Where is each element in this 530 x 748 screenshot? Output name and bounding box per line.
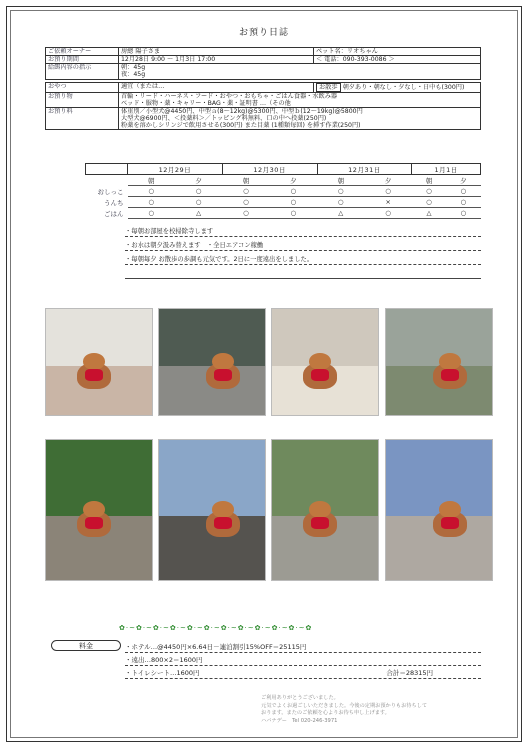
pet-name: ペット名：リオちゃん	[314, 48, 481, 56]
schedule-corner	[86, 164, 128, 175]
fee-line: 大型犬@6900円、＜投薬料＞／トッピング料無料、口の中へ投薬(250円)	[121, 115, 327, 122]
dog-figure	[206, 363, 240, 389]
schedule-date: 1月1日	[412, 164, 481, 175]
phone-number: ＜ 電話：090-393-0086 ＞	[314, 56, 481, 64]
schedule-date: 12月29日	[128, 164, 223, 175]
fee-item-with-total	[125, 666, 481, 679]
schedule-mark: ○	[364, 208, 411, 219]
schedule-row-label: うんち	[104, 198, 124, 207]
schedule-mark: ○	[446, 208, 480, 219]
walk-value: 朝夕あり・朝なし・夕なし・日中も(300円)	[342, 83, 465, 91]
red-vest	[441, 517, 459, 529]
owner-label: ご依頼オーナー	[46, 48, 119, 56]
owner-row	[46, 48, 481, 56]
schedule-mark: ○	[270, 197, 317, 208]
photo-shrine-walk	[158, 308, 266, 416]
period-row	[46, 56, 481, 64]
schedule-slot: 朝	[317, 175, 364, 186]
feeding-evening: 夜：45g	[121, 71, 146, 79]
note-line	[125, 265, 481, 279]
closing-contact: ハバナデー Tel 020-246-3971	[261, 717, 338, 724]
red-vest	[85, 369, 103, 381]
schedule-mark: ○	[175, 197, 222, 208]
dog-figure	[303, 511, 337, 537]
snack-row	[46, 82, 481, 92]
dog-figure	[206, 511, 240, 537]
fee-item: ・トイレシート…1600円	[125, 669, 200, 677]
schedule-row-label: おしっこ	[97, 187, 124, 196]
schedule-mark: ○	[128, 208, 175, 219]
schedule-row-label: ごはん	[104, 209, 124, 218]
closing-line: おります。またのご依頼を心よりお待ち申し上げます。	[261, 710, 390, 717]
schedule-mark: ○	[412, 186, 446, 197]
red-vest	[214, 517, 232, 529]
items-label: お預り物	[46, 92, 119, 107]
schedule-mark: ○	[222, 197, 269, 208]
note-line: ・お水は朝夕汲み替えます ・全日エアコン稼働	[125, 237, 481, 251]
dog-figure	[77, 511, 111, 537]
snack-value: 適宜（または…	[119, 82, 314, 92]
photo-stone-walkway	[271, 439, 379, 581]
fee-item: ・ホテル…@4450円×6.64日－連泊割引15%OFF＝25115円	[125, 640, 481, 653]
schedule-row	[86, 208, 481, 219]
flower-garland: ✿·~✿·~✿·~✿·~✿·~✿·~✿·~✿·~✿·~✿·~✿·~✿	[119, 624, 313, 632]
schedule-slot: 朝	[412, 175, 446, 186]
fee-line: 体重別／小型犬@4450円、中型ａ(8～12kg)@5300円、中型ｂ(12～19kg)@5800円	[121, 107, 363, 115]
schedule-mark: ○	[222, 208, 269, 219]
schedule-mark: ○	[175, 186, 222, 197]
schedule-mark: △	[175, 208, 222, 219]
schedule-mark: ○	[222, 186, 269, 197]
items-row	[46, 92, 481, 107]
schedule-mark: ○	[364, 186, 411, 197]
red-vest	[214, 369, 232, 381]
schedule-slot: 夕	[175, 175, 222, 186]
schedule-mark: ○	[270, 186, 317, 197]
red-vest	[311, 369, 329, 381]
feeding-morning: 朝：45g	[121, 64, 146, 72]
fee-label: お預り料	[46, 107, 119, 129]
schedule-date: 12月31日	[317, 164, 412, 175]
photo-dog-treat	[271, 308, 379, 416]
schedule-slot: 朝	[128, 175, 175, 186]
dog-figure	[77, 363, 111, 389]
owner-value: 房總 陽子さま	[119, 48, 314, 56]
fee-pill-label: 料金	[51, 640, 121, 651]
schedule-date: 12月30日	[222, 164, 317, 175]
schedule-mark: △	[317, 208, 364, 219]
schedule-mark: △	[412, 208, 446, 219]
schedule-row	[86, 197, 481, 208]
document-title: お預り日誌	[238, 28, 289, 38]
snack-label: おやつ	[46, 82, 119, 92]
fees-section	[125, 640, 481, 679]
items-line: ベッド・服物・薬・キャリー・BAG・薬・証明書 …（その他	[121, 99, 291, 107]
feeding-instructions	[119, 64, 481, 79]
red-vest	[85, 517, 103, 529]
schedule-mark: ○	[412, 197, 446, 208]
red-vest	[311, 517, 329, 529]
photo-brick-path	[45, 439, 153, 581]
dog-figure	[433, 511, 467, 537]
closing-message	[261, 695, 491, 725]
schedule-mark: ○	[446, 186, 480, 197]
walk-cell	[314, 82, 481, 92]
fee-line: 粉薬を溶かしシリンジで飲用させる(300円) また目薬 (1種類毎回) を挿す作業(250円)	[121, 122, 361, 130]
photo-dog-park	[385, 308, 493, 416]
schedule-date-row	[86, 164, 481, 175]
dog-figure	[303, 363, 337, 389]
dog-figure	[433, 363, 467, 389]
schedule-corner	[86, 175, 128, 186]
walk-badge: お散歩	[316, 83, 341, 92]
fee-total: 合計＝28315円	[386, 669, 433, 677]
period-label: お預り期間	[46, 56, 119, 64]
closing-line: 元気でよくお過ごしいただきました。今後の定期お預かりもお待ちして	[261, 702, 428, 709]
schedule-slot-row	[86, 175, 481, 186]
schedule-mark: ○	[317, 186, 364, 197]
schedule-mark: ×	[364, 197, 411, 208]
photo-dog-building	[385, 439, 493, 581]
items-line: 首輪・リード・ハーネス・フード・おやつ・おもちゃ・ごはん食器・水飲み器	[121, 92, 338, 100]
feeding-row	[46, 64, 481, 79]
schedule-slot: 夕	[270, 175, 317, 186]
document-page	[6, 6, 522, 742]
schedule-table	[85, 163, 481, 219]
red-vest	[441, 369, 459, 381]
schedule-mark: ○	[317, 197, 364, 208]
fee-value	[119, 107, 481, 129]
note-line: ・毎朝お部屋を校掃除寺します	[125, 223, 481, 237]
items-value	[119, 92, 481, 107]
closing-line: ご利用ありがとうございました。	[261, 695, 339, 701]
schedule-slot: 夕	[446, 175, 480, 186]
schedule-mark: ○	[270, 208, 317, 219]
photo-dog-with-toy	[45, 308, 153, 416]
fee-row	[46, 107, 481, 129]
feeding-label: 給餌内容の指示	[46, 64, 119, 79]
note-line: ・毎朝毎夕 お散歩の歩調も元気です。2日に一度遠出をしました。	[125, 251, 481, 265]
schedule-mark: ○	[446, 197, 480, 208]
schedule-slot: 朝	[222, 175, 269, 186]
period-value: 12月28日 9:00 ～ 1月3日 17:00	[119, 56, 314, 64]
schedule-mark: ○	[128, 186, 175, 197]
notes-section	[125, 223, 481, 279]
schedule-mark: ○	[128, 197, 175, 208]
info-table	[45, 47, 481, 130]
schedule-slot: 夕	[364, 175, 411, 186]
schedule-row	[86, 186, 481, 197]
photo-sunset-street	[158, 439, 266, 581]
fee-item: ・遠出…800×2＝1600円	[125, 653, 481, 666]
